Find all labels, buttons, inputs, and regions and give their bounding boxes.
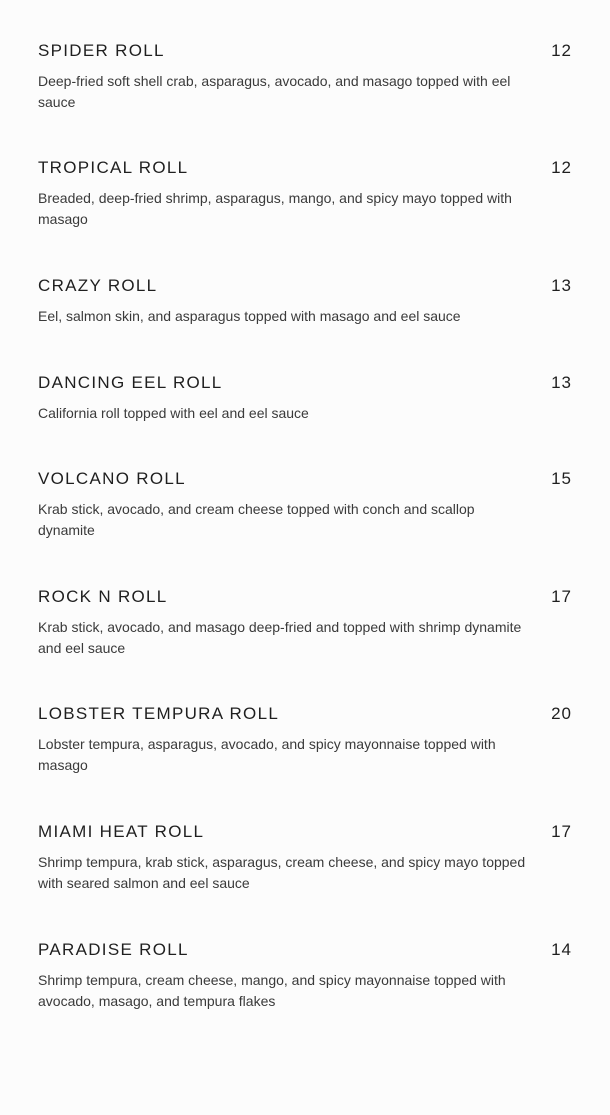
- menu-item: [38, 469, 572, 541]
- menu-item-description: Krab stick, avocado, and cream cheese topped with conch and scallop dynamite: [38, 501, 475, 538]
- menu-item-name: SPIDER ROLL: [38, 41, 165, 60]
- menu-item-header: [38, 587, 572, 607]
- menu-item: [38, 158, 572, 230]
- menu-item-name: CRAZY ROLL: [38, 276, 158, 295]
- menu-item-price: 14: [551, 940, 572, 959]
- menu-item-name: PARADISE ROLL: [38, 940, 189, 959]
- menu-item: [38, 373, 572, 424]
- menu-item-name: MIAMI HEAT ROLL: [38, 822, 205, 841]
- menu-item-name: TROPICAL ROLL: [38, 158, 189, 177]
- menu-item-name: DANCING EEL ROLL: [38, 373, 223, 392]
- menu-item: [38, 41, 572, 113]
- menu-item-header: [38, 158, 572, 178]
- menu-item-description: Deep-fried soft shell crab, asparagus, avocado, and masago topped with eel sauce: [38, 73, 511, 110]
- menu-item-price: 13: [551, 276, 572, 295]
- menu-item-price: 15: [551, 469, 572, 488]
- menu-item-description: Shrimp tempura, krab stick, asparagus, cream cheese, and spicy mayo topped with seared salmon and eel sauce: [38, 854, 526, 891]
- menu-item-header: [38, 940, 572, 960]
- menu-item-header: [38, 373, 572, 393]
- menu-item-description: Eel, salmon skin, and asparagus topped with masago and eel sauce: [38, 308, 461, 324]
- menu-item-description: Breaded, deep-fried shrimp, asparagus, mango, and spicy mayo topped with masago: [38, 190, 512, 227]
- menu-item-description: Shrimp tempura, cream cheese, mango, and spicy mayonnaise topped with avocado, masago, and tempura flakes: [38, 972, 506, 1009]
- menu-item-name: LOBSTER TEMPURA ROLL: [38, 704, 280, 723]
- menu-item-header: [38, 704, 572, 724]
- menu-item-price: 13: [551, 373, 572, 392]
- menu-item: [38, 704, 572, 776]
- menu-item-description: California roll topped with eel and eel sauce: [38, 405, 309, 421]
- menu-item-price: 20: [551, 704, 572, 723]
- menu-item-header: [38, 822, 572, 842]
- menu-item-price: 17: [551, 587, 572, 606]
- menu-item-price: 12: [551, 41, 572, 60]
- menu-item-header: [38, 276, 572, 296]
- menu-item-header: [38, 469, 572, 489]
- menu-item-description: Lobster tempura, asparagus, avocado, and spicy mayonnaise topped with masago: [38, 736, 496, 773]
- menu-item-name: ROCK N ROLL: [38, 587, 168, 606]
- menu-item-price: 17: [551, 822, 572, 841]
- menu-item-header: [38, 41, 572, 61]
- menu-item-name: VOLCANO ROLL: [38, 469, 186, 488]
- menu-item: [38, 940, 572, 1012]
- menu-item: [38, 587, 572, 659]
- menu-item-price: 12: [551, 158, 572, 177]
- menu-item: [38, 276, 572, 327]
- menu-item-description: Krab stick, avocado, and masago deep-fried and topped with shrimp dynamite and eel sauce: [38, 619, 522, 656]
- menu-item: [38, 822, 572, 894]
